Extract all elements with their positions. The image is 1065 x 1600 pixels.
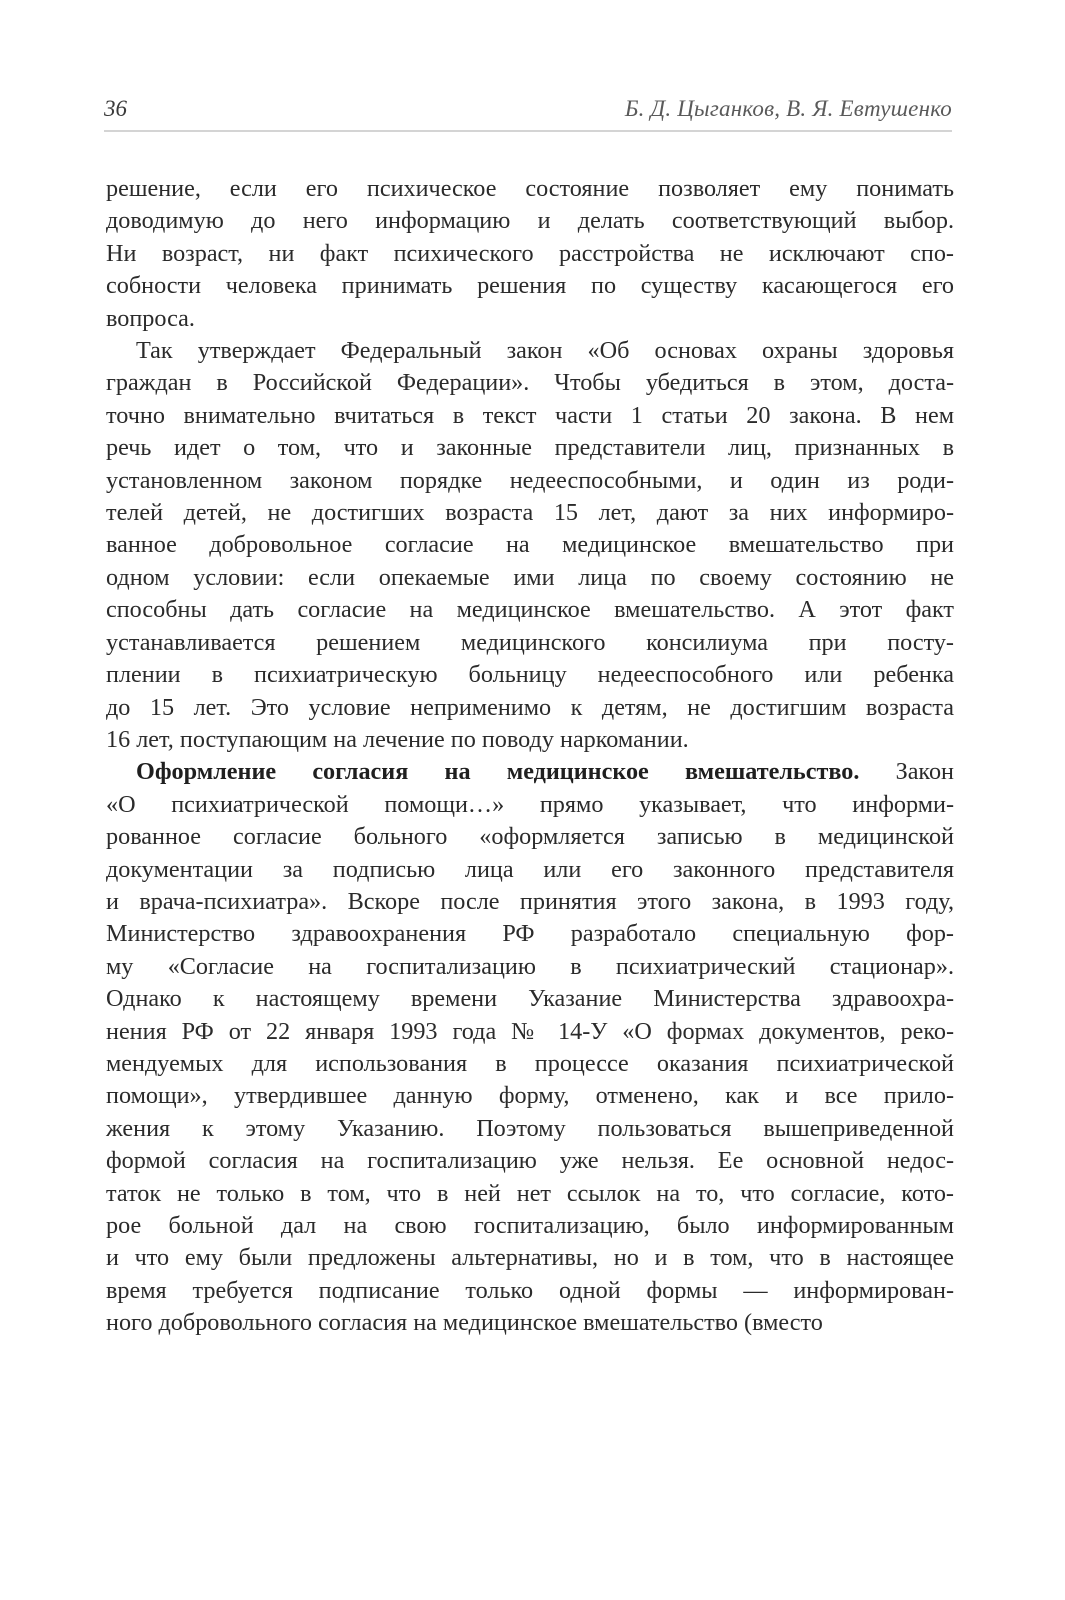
text-line: ванное добровольное согласие на медицинское вмешательство при <box>106 531 954 559</box>
text-line: собности человека принимать решения по существу касающегося его <box>106 272 954 300</box>
text-line: нения РФ от 22 января 1993 года № 14-У «О формах документов, реко- <box>106 1017 954 1045</box>
text-line: одном условии: если опекаемые ими лица по своему состоянию не <box>106 563 954 591</box>
text-line: доводимую до него информацию и делать соответствующий выбор. <box>106 207 954 235</box>
text-line: речь идет о том, что и законные представители лиц, признанных в <box>106 434 954 462</box>
text-line: время требуется подписание только одной формы — информирован- <box>106 1276 954 1304</box>
paragraph <box>106 335 954 756</box>
text-line: формой согласия на госпитализацию уже нельзя. Ее основной недос- <box>106 1147 954 1175</box>
text-line: граждан в Российской Федерации». Чтобы убедиться в этом, доста- <box>106 369 954 397</box>
text-line: документации за подписью лица или его законного представителя <box>106 855 954 883</box>
text-line: точно внимательно вчитаться в текст части 1 статьи 20 закона. В нем <box>106 401 954 429</box>
text-line: плении в психиатрическую больницу недееспособного или ребенка <box>106 661 954 689</box>
text-line: 16 лет, поступающим на лечение по поводу наркомании. <box>106 725 689 753</box>
text-line: решение, если его психическое состояние позволяет ему понимать <box>106 175 954 202</box>
text-line <box>106 756 954 788</box>
text-line: му «Согласие на госпитализацию в психиатрический стационар». <box>106 952 954 980</box>
text-line: Ни возраст, ни факт психического расстройства не исключают спо- <box>106 239 954 267</box>
text-line: таток не только в том, что в ней нет ссылок на то, что согласие, кото- <box>106 1179 954 1207</box>
text-line: и врача-психиатра». Вскоре после принятия этого закона, в 1993 году, <box>106 887 954 915</box>
text-line: Министерство здравоохранения РФ разработало специальную фор- <box>106 920 954 948</box>
text-line: до 15 лет. Это условие неприменимо к детям, не достигшим возраста <box>106 693 954 721</box>
body-text <box>106 173 954 1340</box>
text-line: ного добровольного согласия на медицинское вмешательство (вместо <box>106 1309 823 1337</box>
text-run: Закон <box>859 758 954 786</box>
text-line: способны дать согласие на медицинское вмешательство. А этот факт <box>106 596 954 624</box>
text-line: рое больной дал на свою госпитализацию, было информированным <box>106 1212 954 1239</box>
text-line: Однако к настоящему времени Указание Министерства здравоохра- <box>106 985 954 1013</box>
text-line: установленном законом порядке недееспособными, и один из роди- <box>106 466 954 494</box>
text-line: и что ему были предложены альтернативы, но и в том, что в настоящее <box>106 1244 954 1272</box>
text-line: рованное согласие больного «оформляется записью в медицинской <box>106 823 954 851</box>
text-line: помощи», утвердившее данную форму, отменено, как и все прило- <box>106 1082 954 1110</box>
text-line: устанавливается решением медицинского консилиума при посту- <box>106 628 954 656</box>
text-line: Так утверждает Федеральный закон «Об основах охраны здоровья <box>136 337 954 365</box>
running-head <box>104 96 952 132</box>
section-run-in-heading: Оформление согласия на медицинское вмешательство. <box>136 758 860 786</box>
paragraph <box>106 756 954 1339</box>
text-line: мендуемых для использования в процессе оказания психиатрической <box>106 1049 954 1077</box>
text-line: «О психиатрической помощи…» прямо указывает, что информи- <box>106 790 954 818</box>
text-line: вопроса. <box>106 304 195 332</box>
running-head-authors: Б. Д. Цыганков, В. Я. Евтушенко <box>624 96 952 121</box>
page-number: 36 <box>104 96 127 121</box>
text-line: жения к этому Указанию. Поэтому пользоваться вышеприведенной <box>106 1114 954 1142</box>
text-line: телей детей, не достигших возраста 15 лет, дают за них информиро- <box>106 499 954 527</box>
paragraph <box>106 173 954 335</box>
